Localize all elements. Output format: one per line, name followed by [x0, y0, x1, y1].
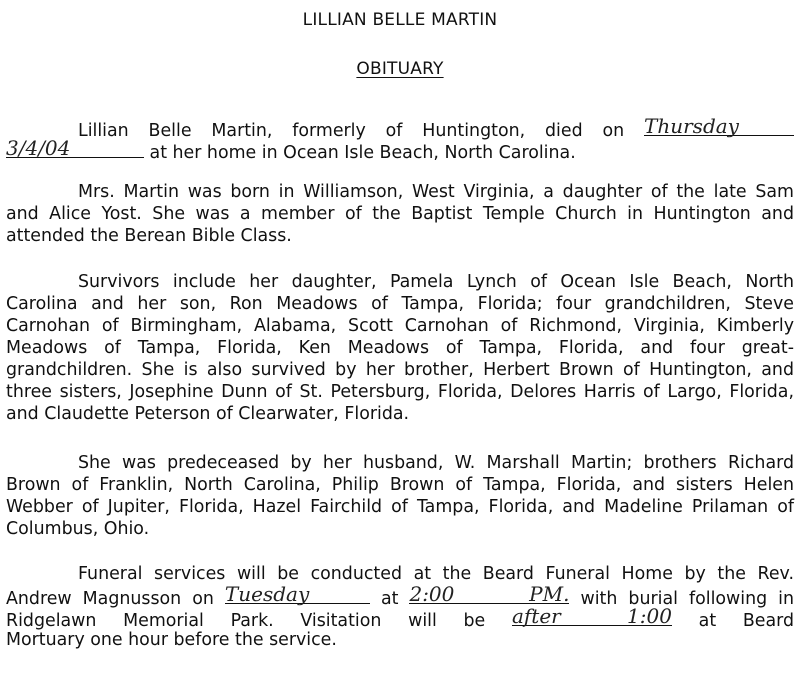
handwritten-day-field — [644, 114, 794, 138]
line-text: at her home in Ocean Isle Beach, North Carolina. — [149, 143, 576, 163]
handwritten-service-day-field — [224, 582, 370, 606]
paragraph-death-notice — [6, 114, 794, 163]
handwritten-day-value: Thursday — [644, 114, 739, 138]
paragraph-line: and Claudette Peterson of Clearwater, Florida. — [6, 404, 410, 424]
paragraph-line — [6, 114, 794, 141]
paragraph-line: Carnohan of Birmingham, Alabama, Scott Carnohan of Richmond, Virginia, Kimberly — [6, 316, 794, 336]
paragraph-line: Webber of Jupiter, Florida, Hazel Fairchild of Tampa, Florida, and Madeline Prilaman of — [6, 497, 794, 517]
paragraph-line: grandchildren. She is also survived by her brother, Herbert Brown of Huntington, and — [6, 360, 794, 380]
line-text: with burial following in — [580, 589, 795, 609]
line-text: Lillian Belle Martin, formerly of Huntington, died on — [78, 121, 625, 141]
paragraph-line: attended the Berean Bible Class. — [6, 226, 292, 246]
paragraph-predeceased — [6, 452, 794, 540]
paragraph-line: She was predeceased by her husband, W. Marshall Martin; brothers Richard — [78, 453, 794, 473]
paragraph-line — [6, 582, 795, 609]
paragraph-line: Columbus, Ohio. — [6, 519, 150, 539]
paragraph-line: and Alice Yost. She was a member of the Baptist Temple Church in Huntington and — [6, 204, 794, 224]
handwritten-service-time-field — [409, 582, 570, 606]
paragraph-line: Meadows of Tampa, Florida, Ken Meadows of Tampa, Florida, and four great- — [6, 338, 794, 358]
paragraph-line: Funeral services will be conducted at the Beard Funeral Home by the Rev. — [78, 564, 794, 584]
paragraph-line: three sisters, Josephine Dunn of St. Petersburg, Florida, Delores Harris of Largo, Florida, — [6, 382, 794, 402]
handwritten-service-time-value: 2:00 PM. — [409, 582, 570, 606]
line-text: at — [380, 589, 399, 609]
document-name-title: LILLIAN BELLE MARTIN — [302, 10, 498, 30]
document-heading: OBITUARY — [356, 59, 444, 79]
handwritten-visitation-value: after 1:00 — [511, 604, 672, 628]
line-text: Ridgelawn Memorial Park. Visitation will be — [6, 611, 486, 631]
paragraph-line — [6, 604, 794, 631]
paragraph-line: Mortuary one hour before the service. — [6, 630, 337, 650]
paragraph-line: Brown of Franklin, North Carolina, Philip Brown of Tampa, Florida, and sisters Helen — [6, 475, 794, 495]
paragraph-birth — [6, 181, 794, 247]
paragraph-survivors — [6, 271, 794, 425]
handwritten-visitation-field — [511, 604, 672, 628]
line-text: at Beard — [698, 611, 794, 631]
handwritten-date-value: 3/4/04 — [6, 136, 71, 160]
paragraph-services — [6, 563, 794, 651]
handwritten-date-field — [6, 136, 144, 160]
handwritten-service-day-value: Tuesday — [224, 582, 310, 606]
paragraph-line: Carolina and her son, Ron Meadows of Tampa, Florida; four grandchildren, Steve — [6, 294, 794, 314]
line-text: Andrew Magnusson on — [6, 589, 214, 609]
paragraph-line: Survivors include her daughter, Pamela Lynch of Ocean Isle Beach, North — [78, 272, 794, 292]
paragraph-line: Mrs. Martin was born in Williamson, West Virginia, a daughter of the late Sam — [78, 182, 794, 202]
paragraph-line — [6, 136, 794, 163]
